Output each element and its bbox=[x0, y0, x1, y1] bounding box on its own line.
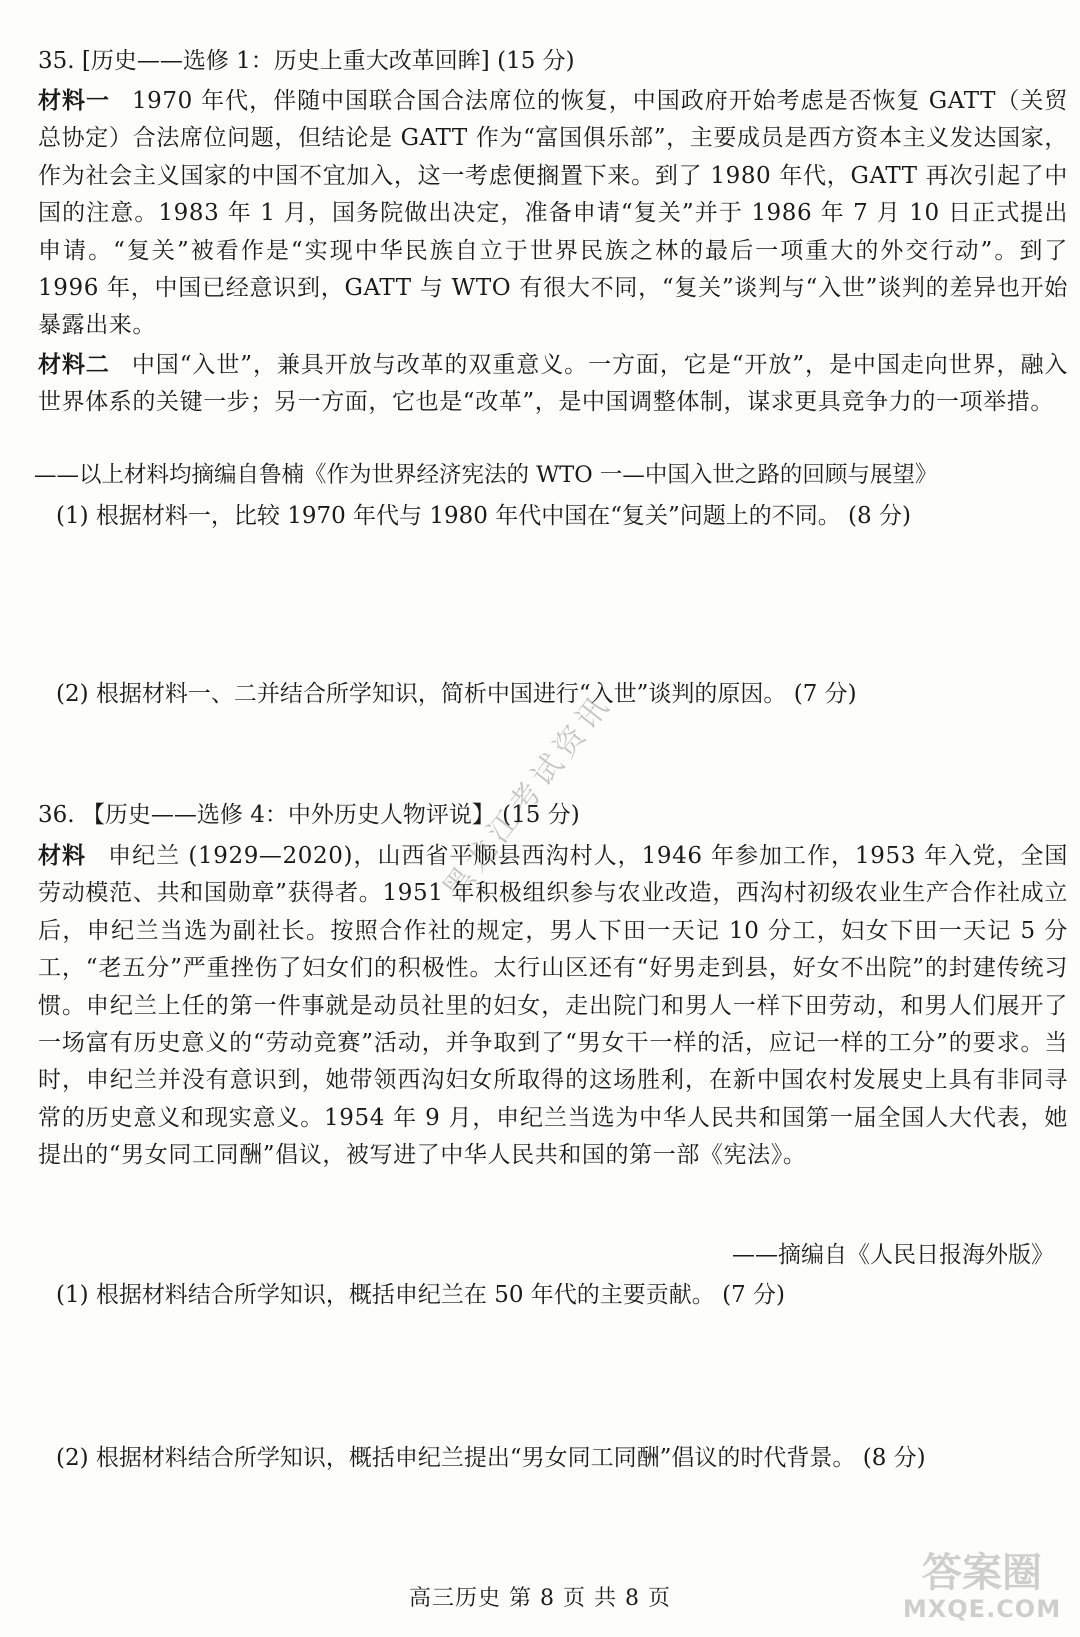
q36-material bbox=[38, 838, 1068, 1175]
q36-material-text: 申纪兰 (1929—2020)，山西省平顺县西沟村人，1946 年参加工作，1953 年入党，全国劳动模范、共和国勋章”获得者。1951 年积极组织参与农业改造，西沟村初级农业生产合作社成立后，申纪兰当选为副社长。按照合作社的规定，男人下田一天记 10 分工，妇女下田一天记 5 分工，“老五分”严重挫伤了妇女们的积极性。太行山区还有“好男走到县，好女不出院”的封建传统习惯。申纪兰上任的第一件事就是动员社里的妇女，走出院门和男人一样下田劳动，和男人们展开了一场富有历史意义的“劳动竞赛”活动，并争取到了“男女干一样的活，应记一样的工分”的要求。当时，申纪兰并没有意识到，她带领西沟妇女所取得的这场胜利，在新中国农村发展史上具有非同寻常的历史意义和现实意义。1954 年 9 月，申纪兰当选为中华人民共和国第一届全国人大代表，她提出的“男女同工同酬”倡议，被写进了中华人民共和国的第一部《宪法》。 bbox=[38, 843, 1068, 1169]
q36-source: ——摘编自《人民日报海外版》 bbox=[732, 1242, 1054, 1268]
logo-url: MXQE.COM bbox=[902, 1595, 1062, 1623]
q36-heading: 36. 【历史——选修 4：中外历史人物评说】 (15 分) bbox=[38, 802, 580, 828]
q35-subquestion-1: (1) 根据材料一，比较 1970 年代与 1980 年代中国在“复关”问题上的不同。 (8 分) bbox=[56, 503, 911, 529]
q36-subquestion-1: (1) 根据材料结合所学知识，概括申纪兰在 50 年代的主要贡献。 (7 分) bbox=[56, 1282, 785, 1308]
q35-material-2-text: 中国“入世”，兼具开放与改革的双重意义。一方面，它是“开放”，是中国走向世界，融入世界体系的关键一步；另一方面，它也是“改革”，是中国调整体制，谋求更具竞争力的一项举措。 bbox=[38, 352, 1068, 416]
q35-subquestion-2: (2) 根据材料一、二并结合所学知识，简析中国进行“入世”谈判的原因。 (7 分) bbox=[56, 681, 857, 707]
q35-material-1-text: 1970 年代，伴随中国联合国合法席位的恢复，中国政府开始考虑是否恢复 GATT（关贸总协定）合法席位问题，但结论是 GATT 作为“富国俱乐部”，主要成员是西方资本主义发达国家，作为社会主义国家的中国不宜加入，这一考虑便搁置下来。到了 1980 年代，GATT 再次引起了中国的注意。1983 年 1 月，国务院做出决定，准备申请“复关”并于 1986 年 7 月 10 日正式提出申请。“复关”被看作是“实现中华民族自立于世界民族之林的最后一项重大的外交行动”。到了 1996 年，中国已经意识到，GATT 与 WTO 有很大不同，“复关”谈判与“入世”谈判的差异也开始暴露出来。 bbox=[38, 88, 1068, 339]
page-footer: 高三历史 第 8 页 共 8 页 bbox=[409, 1586, 671, 1611]
q35-source: ——以上材料均摘编自鲁楠《作为世界经济宪法的 WTO 一—中国入世之路的回顾与展望》 bbox=[34, 462, 938, 488]
watermark-text: 黑龙江考试资讯 bbox=[436, 686, 620, 907]
q36-material-label: 材料 bbox=[38, 843, 87, 869]
q35-material-1-label: 材料一 bbox=[38, 88, 110, 114]
q35-material-2-label: 材料二 bbox=[38, 352, 110, 378]
q36-subquestion-2: (2) 根据材料结合所学知识，概括申纪兰提出“男女同工同酬”倡议的时代背景。 (8 分) bbox=[56, 1445, 926, 1471]
logo-mark: 答案圈 bbox=[922, 1550, 1042, 1596]
q35-material-1 bbox=[38, 83, 1068, 345]
q35-material-2 bbox=[38, 347, 1068, 422]
q35-heading: 35. [历史——选修 1：历史上重大改革回眸] (15 分) bbox=[38, 48, 575, 74]
